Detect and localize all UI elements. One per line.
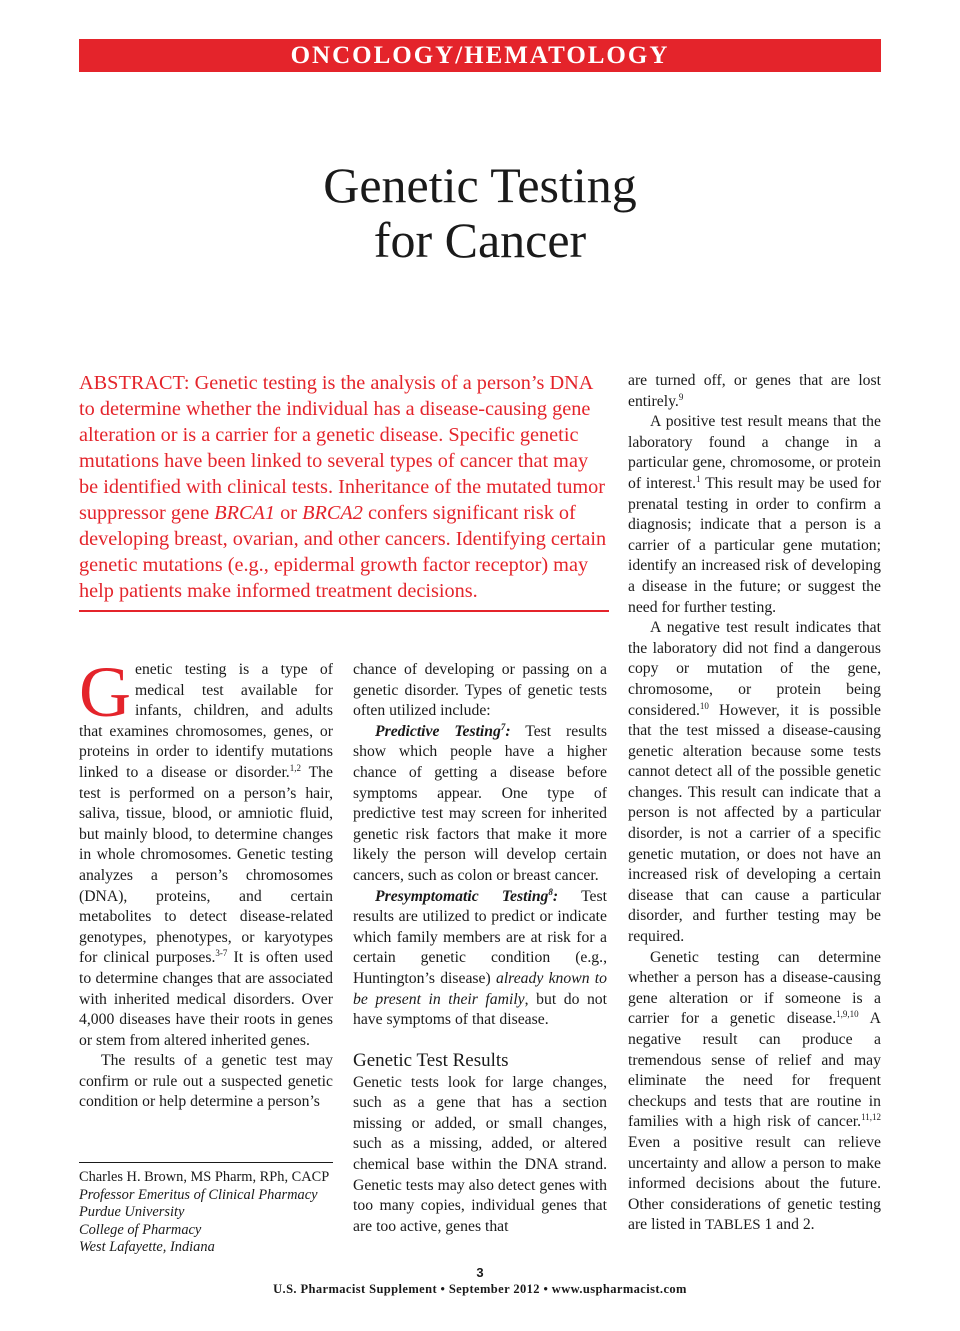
text: It is often used to determine changes that are associated with inherited medical disorders. Over 4,000 diseases have their roots in genes or stem from altered inherited genes. (79, 949, 333, 1049)
text: enetic testing is a type of medical test available for infants, children, and adults that examines chromosomes, genes, or proteins in order to identify mutations linked to a disease or disorder. (79, 661, 333, 781)
text: Test results show which people have a higher chance of getting a disease before symptoms appear. One type of predictive test may screen for inherited genetic risk factors that make it more likely the person will develop certain cancers, such as colon or breast cancer. (353, 722, 607, 884)
paragraph: chance of developing or passing on a genetic disorder. Types of genetic tests often utilized include: (353, 661, 607, 720)
author-name: Charles H. Brown, MS Pharm, RPh, CACP (79, 1169, 330, 1185)
paragraph (628, 618, 881, 948)
text: A negative result can produce a tremendous sense of relief and may eliminate the need for frequent checkups and tests that are routine in families with a high risk of cancer. (628, 1010, 881, 1131)
text: A positive test result means that the laboratory found a change in a particular gene, chromosome, or protein of interest. (628, 413, 881, 492)
drop-cap: G (79, 652, 131, 732)
column-1 (79, 652, 333, 1113)
heading-colon: : (505, 722, 511, 740)
paragraph: Genetic tests look for large changes, such as a gene that has a section missing or added, or small changes, such as a missing, added, or altered chemical base within the DNA strand. Genetic tests may also detect genes with too many copies, individual genes that are too active, genes that (353, 1073, 607, 1235)
text: are turned off, or genes that are lost entirely. (628, 372, 881, 410)
paragraph (628, 412, 881, 618)
reference: 3-7 (215, 948, 228, 959)
page-number: 3 (476, 1265, 484, 1280)
text: Even a positive result can relieve uncertainty and allow a person to make informed decisions about the future. Other considerations of genetic testing are listed in (628, 1133, 881, 1234)
page-footer: U.S. Pharmacist Supplement • September 2012 • www.uspharmacist.com (273, 1282, 687, 1296)
text: However, it is possible that the test missed a disease-causing genetic alteration because some tests cannot detect all of the possible genetic changes. This result can indicate that a person is not affected by a particular disorder, is not a carrier of a specific genetic mutation, or does not have an increased risk of developing a certain disease that can cause a particular disorder, and further testing may be required. (628, 701, 881, 946)
reference: 1,9,10 (836, 1009, 859, 1020)
text: Genetic testing can determine whether a person has a disease-causing gene alteration or if someone is a carrier for a genetic disease. (628, 948, 881, 1028)
abstract-text: confers significant risk of developing breast, ovarian, and other cancers. Identifying certain genetic mutations (e.g., epidermal growth factor receptor) may help patients make informed treatment decisions. (79, 502, 607, 602)
column-2 (353, 660, 607, 1237)
reference: 10 (699, 700, 709, 711)
reference: 8 (548, 886, 553, 897)
abstract (79, 370, 609, 612)
text: Test results are utilized to predict or indicate which family members are at risk for a certain genetic condition (e.g., Huntington’s disease) (353, 887, 607, 987)
reference: 9 (678, 391, 684, 402)
article-title (0, 158, 960, 268)
italic-text: already known to be present in their family (353, 969, 607, 1008)
paragraph (79, 652, 333, 1051)
title-line-1: Genetic Testing (323, 157, 637, 213)
reference: 7 (500, 721, 506, 732)
author-college: College of Pharmacy (79, 1221, 202, 1238)
text: This result may be used for prenatal testing in order to confirm a diagnosis; indicate that a person is a carrier of a particular gene mutation; identify an increased risk of developing a disease in the future; or suggest the need for further testing. (628, 474, 881, 616)
reference: 1,2 (289, 762, 301, 773)
tables-reference: TABLES (705, 1217, 761, 1234)
text: A negative test result indicates that the laboratory did not find a dangerous copy or mutation of the gene, chromosome, or protein being considered. (628, 619, 881, 719)
section-heading: Genetic Test Results (353, 1049, 509, 1071)
heading-colon: : (552, 887, 559, 905)
run-in-heading: Predictive Testing (375, 722, 501, 740)
paragraph (353, 722, 607, 887)
reference: 1 (696, 473, 701, 484)
author-title: Professor Emeritus of Clinical Pharmacy (79, 1186, 318, 1203)
author-info (79, 1162, 333, 1257)
author-university: Purdue University (79, 1204, 185, 1220)
column-3 (628, 371, 881, 1236)
section-banner: ONCOLOGY/HEMATOLOGY (79, 39, 881, 72)
text: , but do not have symptoms of that disease. (353, 990, 608, 1029)
abstract-text: ABSTRACT: Genetic testing is the analysis of a person’s DNA to determine whether the individual has a disease-causing gene alteration or is a carrier for a genetic disease. Specific genetic mutations have been linked to several types of cancer that may be identified with clinical tests. Inheritance of the mutated tumor suppressor gene (79, 372, 606, 524)
run-in-heading: Presymptomatic Testing (375, 887, 549, 905)
abstract-gene-brca2: BRCA2 (302, 502, 363, 524)
title-line-2: for Cancer (373, 212, 587, 268)
paragraph (628, 948, 881, 1236)
reference: 11,12 (861, 1112, 881, 1123)
author-location: West Lafayette, Indiana (79, 1239, 215, 1255)
abstract-text: or (275, 502, 303, 524)
paragraph: The results of a genetic test may confirm or rule out a suspected genetic condition or help determine a person’s (79, 1052, 333, 1111)
text: The test is performed on a person’s hair, saliva, tissue, blood, or amniotic fluid, but mainly blood, to determine changes in whole chromosomes. Genetic testing analyzes a person’s chromosomes (DNA), proteins, and certain metabolites to detect disease-related genotypes, phenotypes, or karyotypes for clinical purposes. (79, 763, 333, 967)
abstract-gene-brca1: BRCA1 (214, 502, 276, 524)
text: 1 and 2. (760, 1216, 815, 1234)
paragraph (628, 371, 881, 412)
paragraph (353, 887, 607, 1031)
